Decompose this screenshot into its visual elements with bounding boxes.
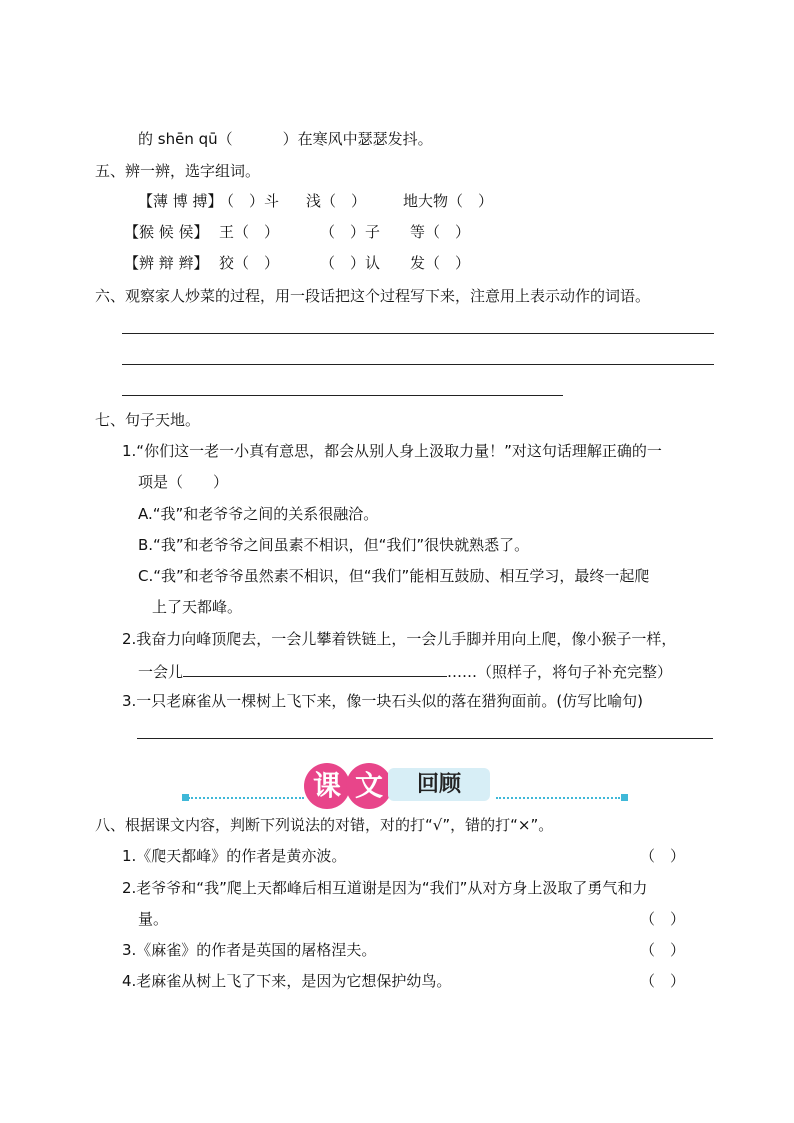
writing-line-1[interactable] <box>122 333 714 334</box>
s8-item-2-answer[interactable]: （ ） <box>640 910 686 928</box>
s5-row-1-group: 【薄 博 搏】 <box>138 192 223 210</box>
q2-line-2 <box>138 660 672 682</box>
s8-item-3: 3.《麻雀》的作者是英国的屠格涅夫。 <box>122 941 377 959</box>
q3-line: 3.一只老麻雀从一棵树上飞下来，像一块石头似的落在猎狗面前。(仿写比喻句) <box>122 692 644 710</box>
s5-row-3-group: 【辨 辩 辫】 <box>124 254 209 272</box>
q2-answer-blank[interactable] <box>183 660 447 677</box>
s5-row-3-c[interactable]: 发（ ） <box>410 254 471 272</box>
s8-item-3-answer[interactable]: （ ） <box>640 941 686 959</box>
banner-square-left <box>182 794 189 801</box>
q2-prefix: 一会儿 <box>138 663 184 681</box>
q3-answer-line[interactable] <box>137 738 713 739</box>
section-6-title: 六、观察家人炒菜的过程，用一段话把这个过程写下来，注意用上表示动作的词语。 <box>95 287 651 305</box>
q1-line-2[interactable]: 项是（ ） <box>138 473 229 491</box>
s8-item-2-line-1: 2.老爷爷和“我”爬上天都峰后相互道谢是因为“我们”从对方身上汲取了勇气和力 <box>122 879 648 897</box>
s8-item-2-line-2: 量。 <box>138 910 169 928</box>
s5-row-1-b[interactable]: 浅（ ） <box>306 192 367 210</box>
writing-line-2[interactable] <box>122 364 714 365</box>
section-8-title: 八、根据课文内容，判断下列说法的对错，对的打“√”，错的打“×”。 <box>95 816 554 834</box>
s5-row-1-c[interactable]: 地大物（ ） <box>403 192 494 210</box>
writing-line-3[interactable] <box>122 395 563 396</box>
continuation-line <box>138 129 433 149</box>
banner-circle-wen: 文 <box>346 763 392 809</box>
q1-option-c-line-1[interactable]: C.“我”和老爷爷虽然素不相识，但“我们”能相互鼓励、相互学习，最终一起爬 <box>138 567 650 585</box>
banner-dots-left <box>188 797 304 799</box>
s5-row-3-b[interactable]: （ ）认 <box>320 254 381 272</box>
continuation-post: ）在寒风中瑟瑟发抖。 <box>282 130 433 148</box>
s5-row-2-group: 【猴 候 侯】 <box>124 223 209 241</box>
banner-tag: 回顾 <box>388 768 490 801</box>
q2-line-1: 2.我奋力向峰顶爬去，一会儿攀着铁链上，一会儿手脚并用向上爬，像小猴子一样， <box>122 630 677 648</box>
s8-item-4-answer[interactable]: （ ） <box>640 972 686 990</box>
continuation-pre: 的 shēn qū（ <box>138 130 233 148</box>
q2-suffix: ……（照样子，将句子补充完整） <box>447 663 673 681</box>
banner-dots-right <box>496 797 620 799</box>
s8-item-1: 1.《爬天都峰》的作者是黄亦波。 <box>122 847 347 865</box>
q1-option-c-line-2: 上了天都峰。 <box>152 598 243 616</box>
section-7-title: 七、句子天地。 <box>95 411 201 429</box>
q1-option-b[interactable]: B.“我”和老爷爷之间虽素不相识，但“我们”很快就熟悉了。 <box>138 536 530 554</box>
q1-option-a[interactable]: A.“我”和老爷爷之间的关系很融洽。 <box>138 505 379 523</box>
s5-row-2-b[interactable]: （ ）子 <box>320 223 381 241</box>
s5-row-3-a[interactable]: 狡（ ） <box>219 254 280 272</box>
s5-row-2-c[interactable]: 等（ ） <box>410 223 471 241</box>
s8-item-4: 4.老麻雀从树上飞了下来，是因为它想保护幼鸟。 <box>122 972 452 990</box>
s5-row-1-a[interactable]: （ ）斗 <box>219 192 280 210</box>
banner-square-right <box>621 794 628 801</box>
banner-circle-ke: 课 <box>304 763 350 809</box>
s5-row-2-a[interactable]: 王（ ） <box>219 223 280 241</box>
s8-item-1-answer[interactable]: （ ） <box>640 847 686 865</box>
section-5-title: 五、辨一辨，选字组词。 <box>95 162 261 180</box>
q1-line-1: 1.“你们这一老一小真有意思，都会从别人身上汲取力量！”对这句话理解正确的一 <box>122 442 662 460</box>
